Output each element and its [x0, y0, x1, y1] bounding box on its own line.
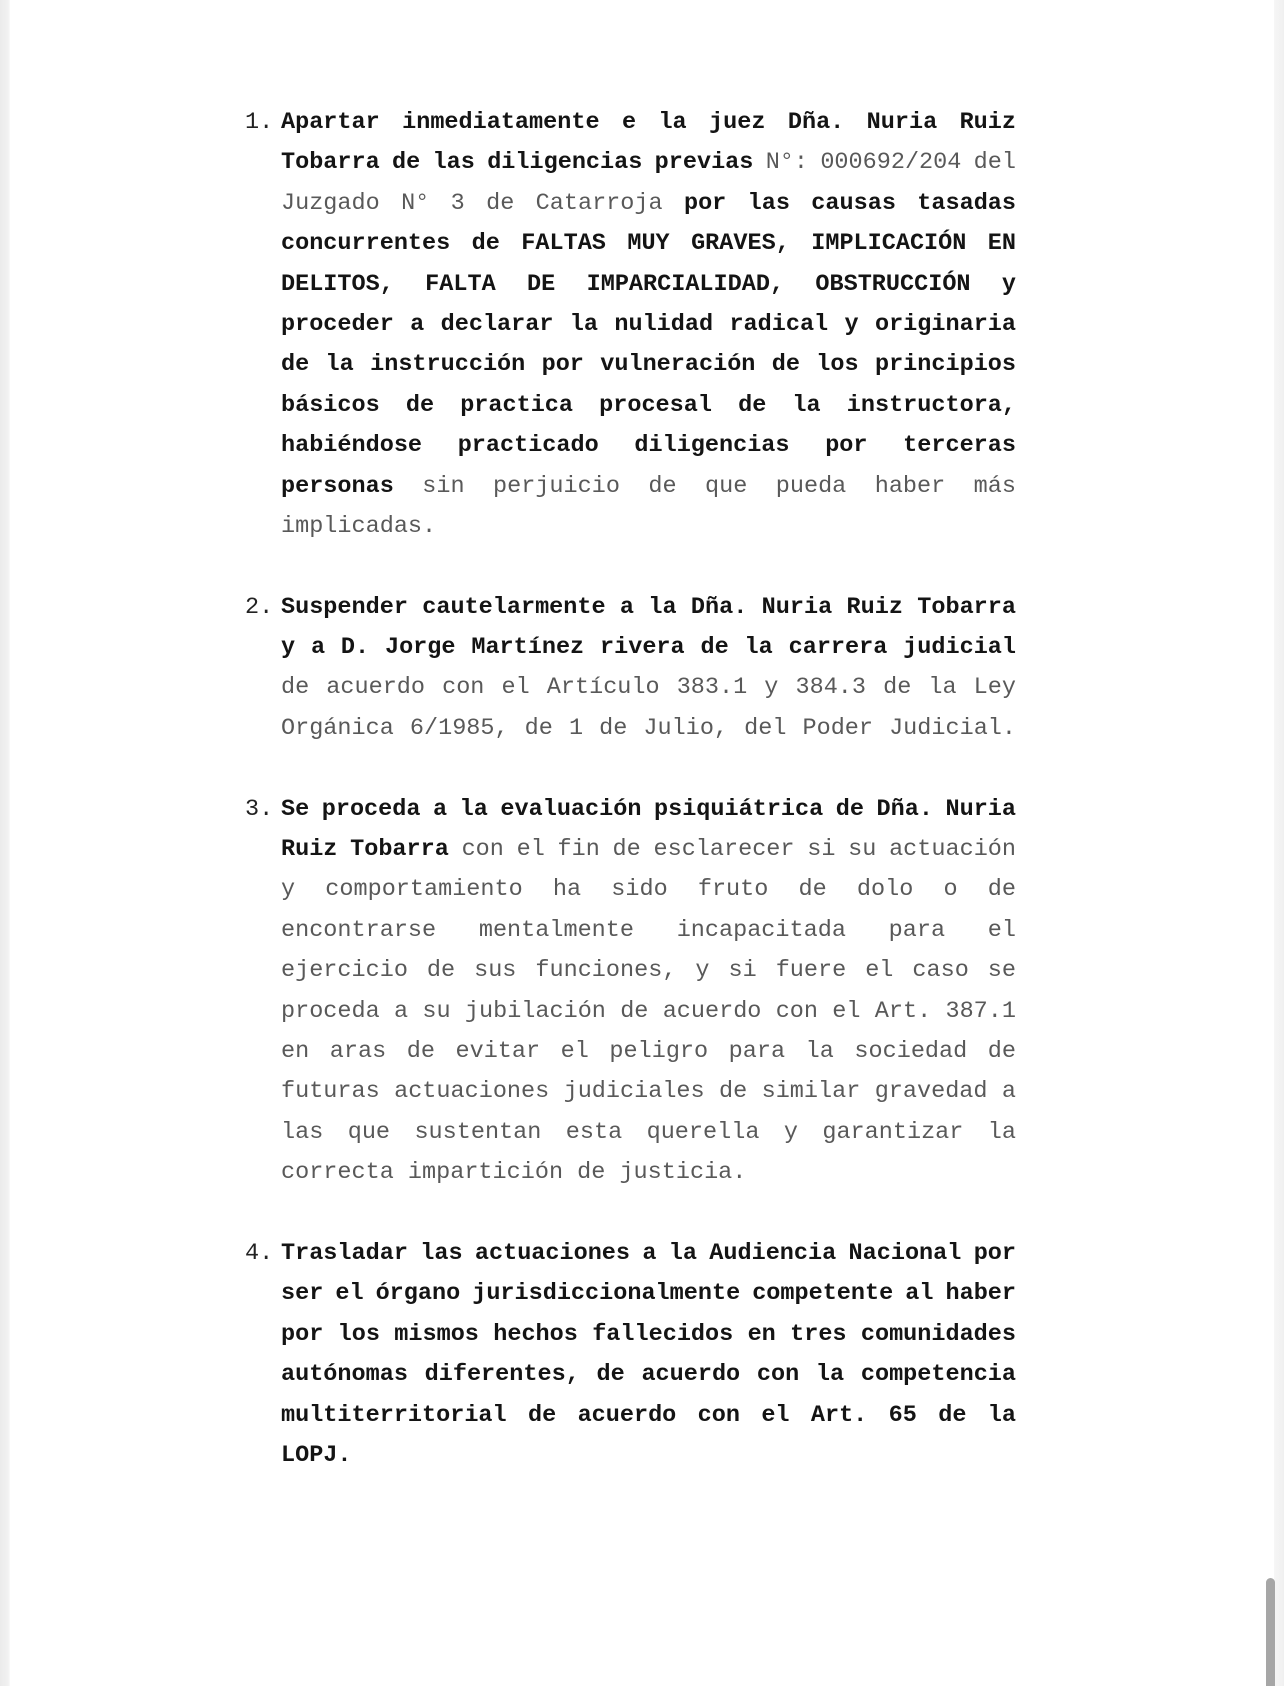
numbered-item-2	[0, 588, 1284, 750]
regular-text: ejercicio de sus funciones, y si fuere el caso se	[281, 957, 1016, 985]
bold-text: Suspender cautelarmente a la Dña. Nuria Ruiz Tobarra	[281, 593, 1016, 621]
bold-text: Trasladar las actuaciones a la Audiencia Nacional por	[281, 1239, 1016, 1267]
item-number: 3.	[245, 795, 274, 823]
text-line	[281, 426, 1016, 466]
item-number: 4.	[245, 1239, 274, 1267]
regular-text: Juzgado N° 3 de Catarroja	[281, 189, 663, 217]
numbered-item-4	[0, 1234, 1284, 1476]
regular-text: correcta impartición de justicia.	[281, 1159, 747, 1187]
regular-text: proceda a su jubilación de acuerdo con el Art. 387.1	[281, 997, 1016, 1025]
bold-text: habiéndose practicado diligencias por terceras	[281, 432, 1016, 460]
text-line	[281, 1113, 1016, 1153]
regular-text: Orgánica 6/1985, de 1 de Julio, del Poder Judicial.	[281, 714, 1016, 742]
text-line	[281, 1032, 1016, 1072]
document-page	[0, 103, 1284, 1517]
bold-text: por las causas tasadas	[662, 189, 1017, 217]
text-line	[281, 870, 1016, 910]
text-line	[281, 1234, 1016, 1274]
regular-text: encontrarse mentalmente incapacitada para el	[281, 916, 1016, 944]
numbered-item-1	[0, 103, 1284, 547]
text-line	[281, 1315, 1016, 1355]
regular-text: y comportamiento ha sido fruto de dolo o de	[281, 876, 1016, 904]
regular-text: con el fin de esclarecer si su actuación	[448, 836, 1016, 864]
bold-text: básicos de practica procesal de la instructora,	[281, 391, 1016, 419]
text-line	[281, 1072, 1016, 1112]
text-line	[281, 467, 1016, 507]
bold-text: LOPJ.	[281, 1441, 352, 1469]
bold-text: ser el órgano jurisdiccionalmente competente al haber	[281, 1280, 1016, 1308]
text-line	[281, 507, 1016, 547]
text-line	[281, 951, 1016, 991]
text-line	[281, 305, 1016, 345]
bold-text: de la instrucción por vulneración de los principios	[281, 351, 1016, 379]
text-line	[281, 709, 1016, 749]
regular-text: N°: 000692/204 del	[753, 149, 1016, 177]
regular-text: de acuerdo con el Artículo 383.1 y 384.3 de la Ley	[281, 674, 1016, 702]
text-line	[281, 224, 1016, 264]
text-line	[281, 386, 1016, 426]
item-number: 1.	[245, 109, 274, 136]
bold-text: autónomas diferentes, de acuerdo con la competencia	[281, 1361, 1016, 1389]
bold-text: DELITOS, FALTA DE IMPARCIALIDAD, OBSTRUCCIÓN y	[281, 270, 1016, 298]
text-line	[281, 790, 1016, 830]
text-line	[281, 143, 1016, 183]
text-line	[281, 1153, 1016, 1193]
bold-text: proceder a declarar la nulidad radical y originaria	[281, 310, 1016, 338]
item-body	[0, 790, 1284, 1194]
bold-text: y a D. Jorge Martínez rivera de la carrera judicial	[281, 634, 1016, 662]
item-body	[0, 1234, 1284, 1476]
regular-text: futuras actuaciones judiciales de similar gravedad a	[281, 1078, 1016, 1106]
regular-text: en aras de evitar el peligro para la sociedad de	[281, 1037, 1016, 1065]
text-line	[281, 1436, 1016, 1476]
text-line	[281, 265, 1016, 305]
bold-text: Ruiz Tobarra	[281, 836, 449, 864]
scrollbar-thumb[interactable]	[1266, 1578, 1275, 1686]
bold-text: por los mismos hechos fallecidos en tres comunidades	[281, 1320, 1016, 1348]
text-line	[281, 345, 1016, 385]
text-line	[281, 1396, 1016, 1436]
text-line	[281, 184, 1016, 224]
bold-text: Se proceda a la evaluación psiquiátrica de Dña. Nuria	[281, 795, 1016, 823]
text-line	[281, 103, 1016, 143]
bold-text: Tobarra de las diligencias previas	[281, 149, 754, 177]
regular-text: implicadas.	[281, 512, 437, 540]
text-line	[281, 588, 1016, 628]
bold-text: personas	[281, 472, 394, 500]
bold-text: multiterritorial de acuerdo con el Art. 65 de la	[281, 1401, 1016, 1429]
bold-text: concurrentes de FALTAS MUY GRAVES, IMPLICACIÓN EN	[281, 230, 1016, 258]
text-line	[281, 628, 1016, 668]
item-number: 2.	[245, 593, 274, 621]
numbered-item-3	[0, 790, 1284, 1194]
text-line	[281, 830, 1016, 870]
bold-text: Apartar inmediatamente e la juez Dña. Nuria Ruiz	[281, 109, 1016, 136]
text-line	[281, 992, 1016, 1032]
regular-text: las que sustentan esta querella y garantizar la	[281, 1118, 1016, 1146]
text-line	[281, 1274, 1016, 1314]
item-body	[0, 103, 1284, 547]
text-line	[281, 668, 1016, 708]
regular-text: sin perjuicio de que pueda haber más	[393, 472, 1016, 500]
item-body	[0, 588, 1284, 750]
text-line	[281, 1355, 1016, 1395]
text-line	[281, 911, 1016, 951]
